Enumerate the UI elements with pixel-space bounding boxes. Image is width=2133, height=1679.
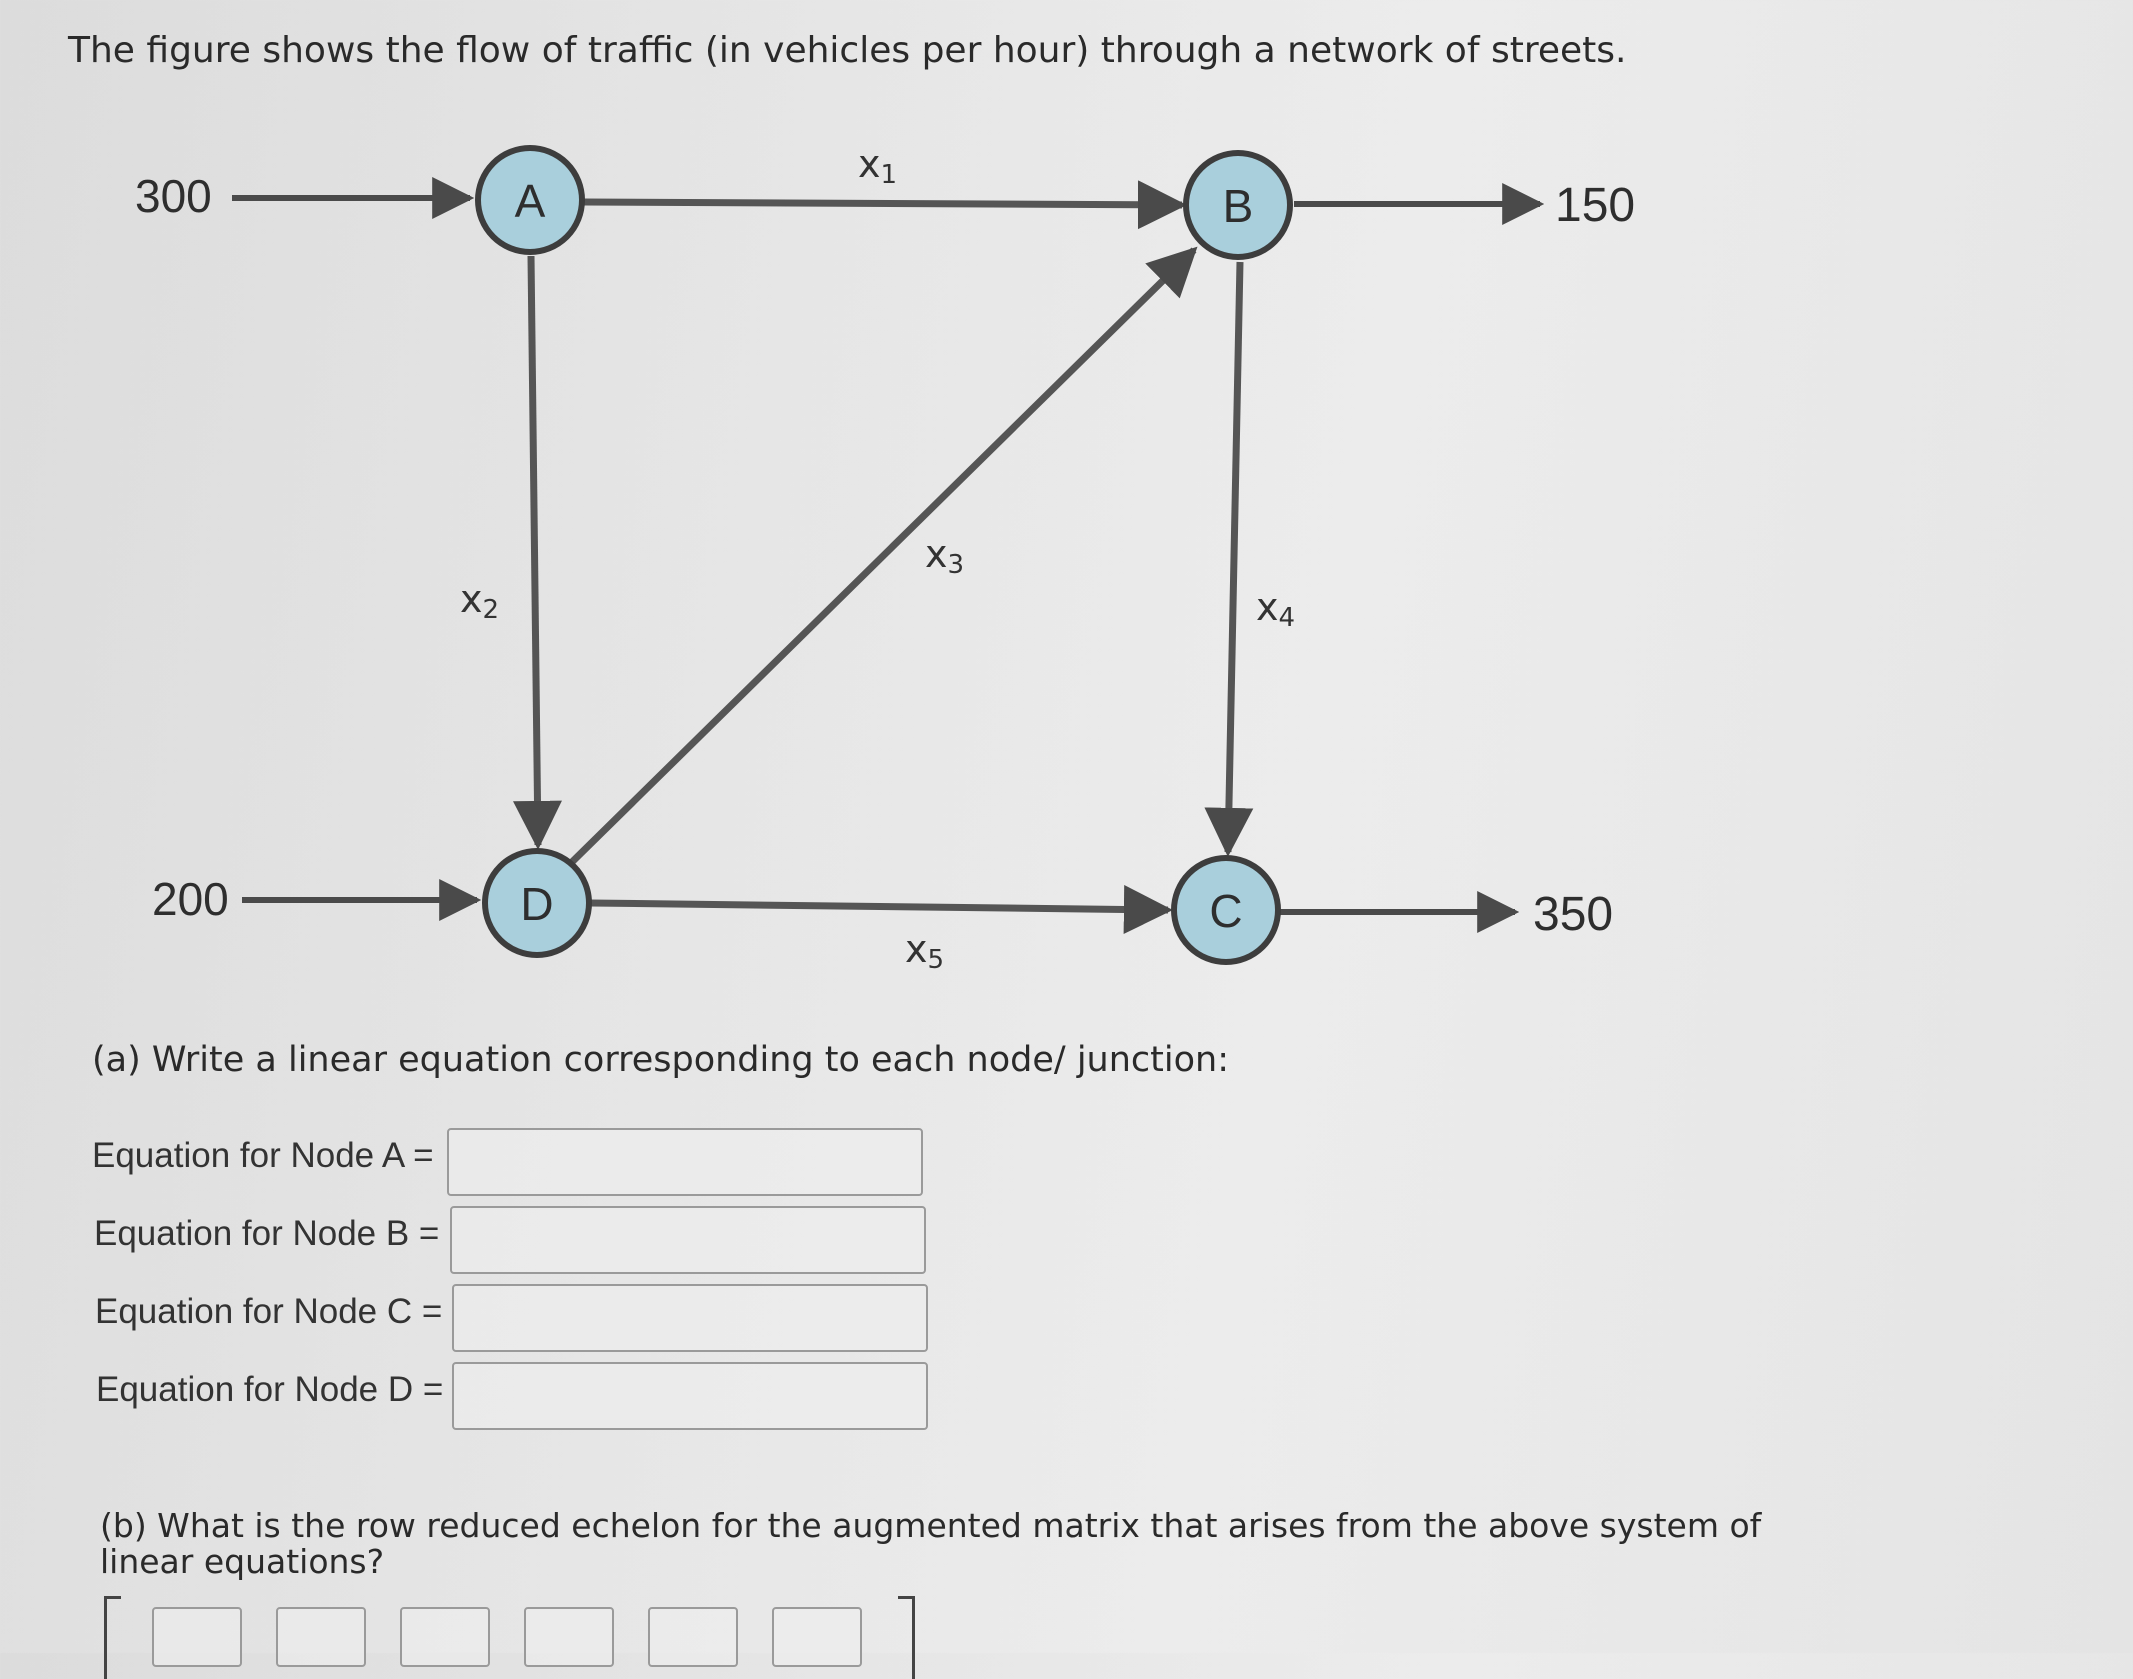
matrix-cell[interactable] [400,1607,490,1667]
matrix-cell[interactable] [524,1607,614,1667]
node-d [485,851,589,955]
matrix-right-bracket [898,1596,915,1679]
equation-a-label: Equation for Node A = [92,1136,434,1175]
edge-x3-arrow [572,250,1194,862]
edge-x1-label: x1 [858,142,898,190]
equation-b-label: Equation for Node B = [94,1214,440,1253]
node-b [1186,153,1290,257]
outflow-b-label: 150 [1555,179,1636,232]
part-b-prompt: (b) What is the row reduced echelon for the augmented matrix that arises from the above system of linear equations? [100,1506,1762,1581]
equation-b-input[interactable] [450,1206,926,1274]
problem-intro: The figure shows the flow of traffic (in vehicles per hour) through a network of streets. [68,30,1627,71]
node-d-label: D [520,878,554,930]
equation-d-input[interactable] [452,1362,928,1430]
edge-x1-arrow [584,202,1182,205]
node-a-label: A [514,175,546,227]
inflow-a-label: 300 [135,170,212,222]
node-b-label: B [1222,180,1254,232]
edge-x2-label: x2 [460,577,500,625]
node-c [1174,858,1278,962]
equation-a-input[interactable] [447,1128,923,1196]
equation-c-input[interactable] [452,1284,928,1352]
edge-x3-label: x3 [925,532,965,580]
matrix-cell[interactable] [152,1607,242,1667]
edge-x4-label: x4 [1256,585,1296,633]
matrix-cell[interactable] [276,1607,366,1667]
matrix-cell[interactable] [772,1607,862,1667]
edge-x5-label: x5 [905,927,945,975]
node-c-label: C [1209,885,1243,937]
inflow-d-label: 200 [152,873,229,925]
matrix-left-bracket [104,1596,121,1679]
equation-c-label: Equation for Node C = [95,1292,443,1331]
edge-x5-arrow [590,903,1168,910]
edge-x2-arrow [531,256,538,845]
equation-d-label: Equation for Node D = [96,1370,444,1409]
part-a-prompt: (a) Write a linear equation corresponding to each node/ junction: [92,1040,1229,1080]
matrix-cell[interactable] [648,1607,738,1667]
node-a [478,148,582,252]
edge-x4-arrow [1228,262,1240,852]
outflow-c-label: 350 [1533,888,1614,941]
